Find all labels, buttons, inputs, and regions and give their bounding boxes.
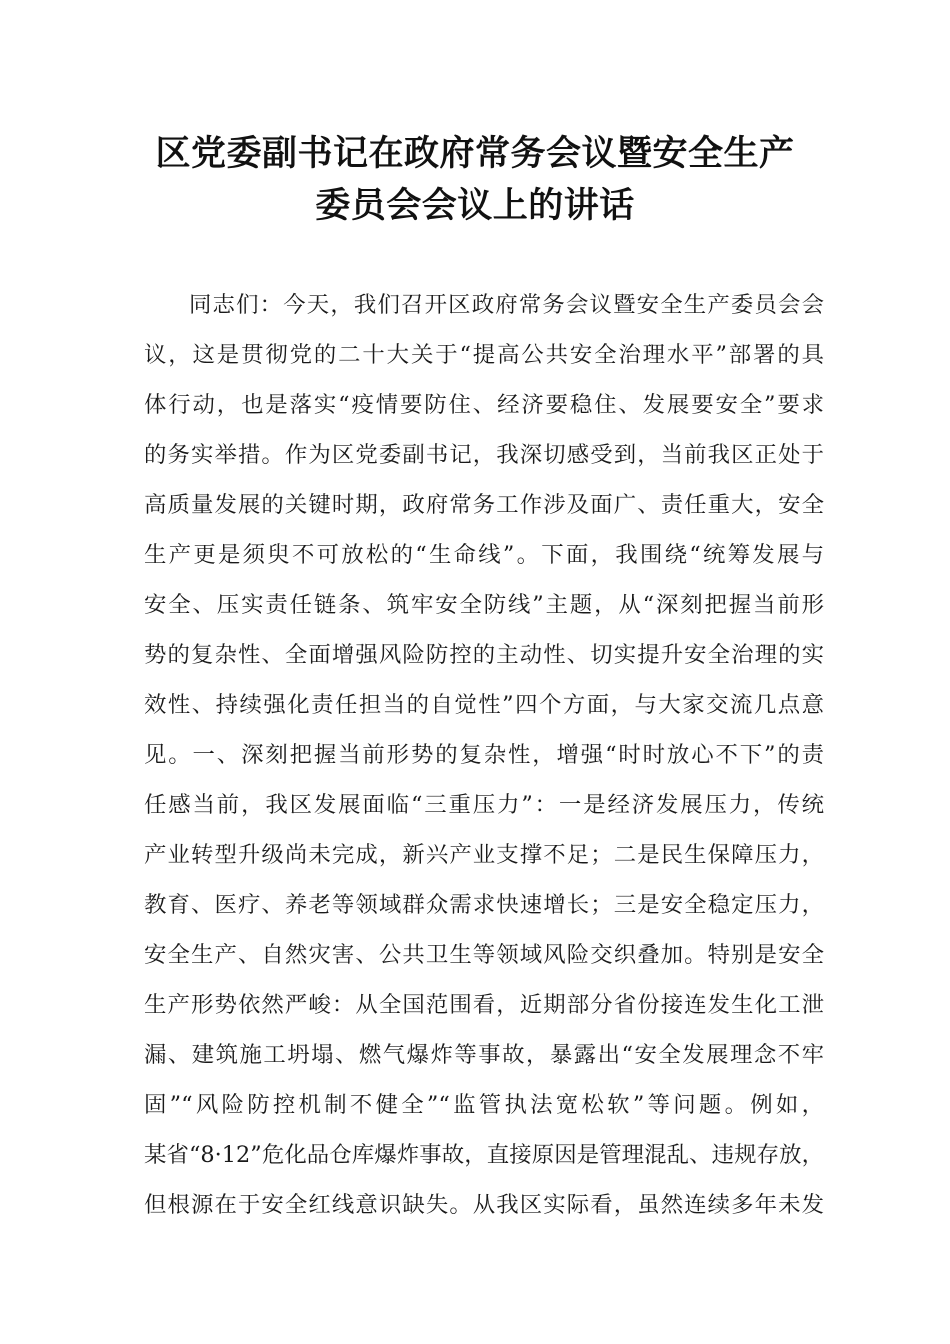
body-line: 议，这是贯彻党的二十大关于“提高公共安全治理水平”部署的具 xyxy=(144,342,824,368)
document-title-line-1: 区党委副书记在政府常务会议暨安全生产 xyxy=(155,134,795,174)
body-line: 某省“8·12”危化品仓库爆炸事故，直接原因是管理混乱、违规存放， xyxy=(144,1142,824,1168)
body-line: 见。一、深刻把握当前形势的复杂性，增强“时时放心不下”的责 xyxy=(144,742,824,768)
document-title-line-2: 委员会会议上的讲话 xyxy=(315,186,635,226)
body-line: 漏、建筑施工坍塌、燃气爆炸等事故，暴露出“安全发展理念不牢 xyxy=(144,1042,824,1068)
body-line: 但根源在于安全红线意识缺失。从我区实际看，虽然连续多年未发 xyxy=(144,1192,824,1218)
body-line: 安全、压实责任链条、筑牢安全防线”主题，从“深刻把握当前形 xyxy=(144,592,824,618)
body-line: 的务实举措。作为区党委副书记，我深切感受到，当前我区正处于 xyxy=(144,442,824,468)
body-line: 固”“风险防控机制不健全”“监管执法宽松软”等问题。例如， xyxy=(144,1092,824,1118)
body-line: 任感当前，我区发展面临“三重压力”：一是经济发展压力，传统 xyxy=(144,792,824,818)
body-line: 教育、医疗、养老等领域群众需求快速增长；三是安全稳定压力， xyxy=(144,892,824,918)
body-line: 体行动，也是落实“疫情要防住、经济要稳住、发展要安全”要求 xyxy=(144,392,824,418)
body-line: 势的复杂性、全面增强风险防控的主动性、切实提升安全治理的实 xyxy=(144,642,824,668)
body-line: 产业转型升级尚未完成，新兴产业支撑不足；二是民生保障压力， xyxy=(144,842,824,868)
body-line: 生产形势依然严峻：从全国范围看，近期部分省份接连发生化工泄 xyxy=(144,992,824,1018)
body-line: 效性、持续强化责任担当的自觉性”四个方面，与大家交流几点意 xyxy=(144,692,824,718)
body-line: 高质量发展的关键时期，政府常务工作涉及面广、责任重大，安全 xyxy=(144,492,824,518)
body-line: 同志们：今天，我们召开区政府常务会议暨安全生产委员会会 xyxy=(189,292,824,318)
document-body xyxy=(144,280,824,1230)
body-line: 安全生产、自然灾害、公共卫生等领域风险交织叠加。特别是安全 xyxy=(144,942,824,968)
body-line: 生产更是须臾不可放松的“生命线”。下面，我围绕“统筹发展与 xyxy=(144,542,824,568)
